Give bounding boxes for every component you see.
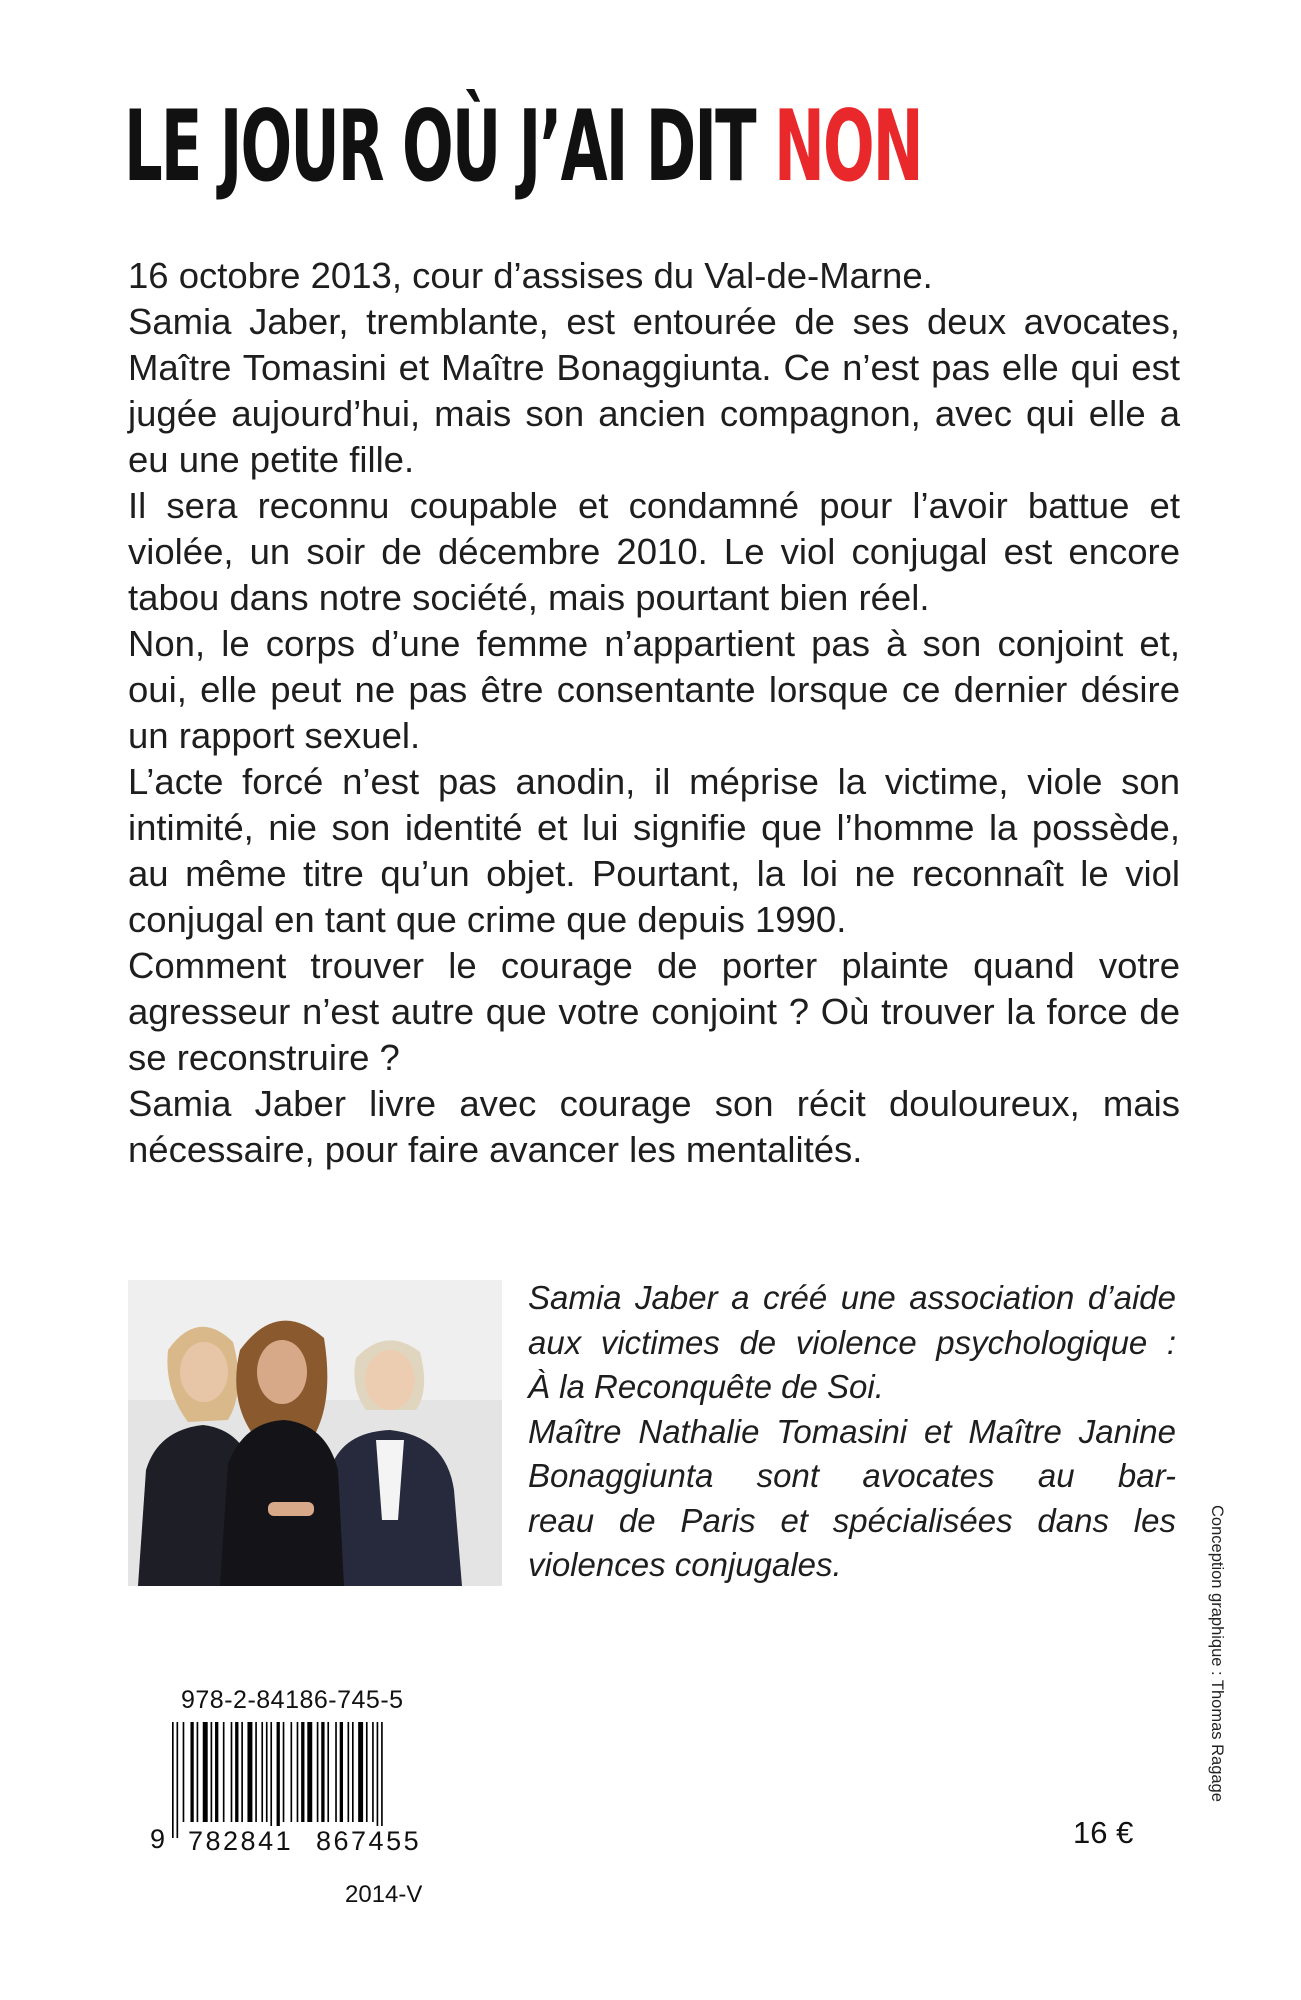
synopsis-line: tabou dans notre société, mais pourtant bien réel. (128, 577, 930, 618)
barcode-bar (177, 1722, 179, 1838)
synopsis-line: Samia Jaber, tremblante, est entourée de ses deux avocates, (128, 301, 1180, 342)
synopsis-line: au même titre qu’un objet. Pourtant, la loi ne reconnaît le viol (128, 853, 1180, 894)
authors-bio (528, 1276, 1176, 1588)
book-title (124, 90, 922, 204)
bio-line: reau de Paris et spécialisées dans les (528, 1501, 1176, 1539)
barcode-bar (183, 1722, 185, 1822)
bio-line: Samia Jaber a créé une association d’aide (528, 1279, 1176, 1316)
barcode-bar (317, 1722, 319, 1822)
synopsis-line: nécessaire, pour faire avancer les mentalités. (128, 1129, 863, 1170)
synopsis-line: 16 octobre 2013, cour d’assises du Val-de-Marne. (128, 255, 933, 296)
barcode-bar (241, 1722, 243, 1822)
synopsis-line: Non, le corps d’une femme n’appartient pas à son conjoint et, (128, 623, 1180, 664)
barcode-bar (172, 1722, 174, 1838)
synopsis-text (128, 253, 1180, 1173)
barcode-bar (297, 1722, 299, 1822)
barcode-bar (352, 1722, 354, 1822)
barcode-bar (340, 1722, 343, 1822)
barcode-first-digit: 9 (150, 1824, 166, 1854)
title-accent-word: NON (773, 90, 922, 204)
synopsis-line: jugée aujourd’hui, mais son ancien compagnon, avec qui elle a (128, 393, 1180, 434)
synopsis-line: conjugal en tant que crime que depuis 1990. (128, 899, 847, 940)
barcode-bar (255, 1722, 257, 1822)
design-credit: Conception graphique : Thomas Ragage (1208, 1505, 1226, 1802)
bio-line: violences conjugales. (528, 1546, 842, 1583)
barcode-bar (291, 1722, 293, 1822)
bio-line: Bonaggiunta sont avocates au bar- (528, 1457, 1176, 1494)
synopsis-line: intimité, nie son identité et lui signifie que l’homme la possède, (128, 807, 1180, 848)
edition-code: 2014-V (345, 1881, 423, 1908)
author-photo (128, 1280, 502, 1586)
barcode-bar (277, 1722, 280, 1838)
barcode-bar (381, 1722, 383, 1838)
synopsis-line: se reconstruire ? (128, 1037, 400, 1078)
synopsis-line: Il sera reconnu coupable et condamné pour l’avoir battue et (128, 485, 1180, 526)
bio-line: aux victimes de violence psychologique : (528, 1323, 1176, 1361)
barcode-bar (321, 1722, 324, 1822)
price-label: 16 € (1073, 1815, 1134, 1850)
bio-line: Maître Nathalie Tomasini et Maître Janine (528, 1412, 1176, 1450)
barcode-bar (211, 1722, 213, 1822)
synopsis-line: oui, elle peut ne pas être consentante lorsque ce dernier désire (128, 669, 1180, 710)
barcode-bar (247, 1722, 252, 1822)
barcode-bar (348, 1722, 350, 1822)
barcode-bar (231, 1722, 233, 1822)
isbn-barcode (170, 1722, 434, 1838)
barcode-bar (215, 1722, 218, 1822)
barcode-bar (203, 1722, 208, 1822)
barcode-bar (358, 1722, 363, 1822)
barcode-bar (190, 1722, 193, 1822)
barcode-bar (197, 1722, 199, 1822)
barcode-bar (372, 1722, 374, 1822)
synopsis-line: Samia Jaber livre avec courage son récit douloureux, mais (128, 1083, 1180, 1124)
barcode-bar (266, 1722, 268, 1822)
barcode-left-digits: 782841 (188, 1826, 294, 1856)
barcode-bar (377, 1722, 379, 1838)
synopsis-line: L’acte forcé n’est pas anodin, il méprise la victime, viole son (128, 761, 1180, 802)
barcode-bar (223, 1722, 225, 1822)
barcode-bar (307, 1722, 312, 1822)
synopsis-line: un rapport sexuel. (128, 715, 421, 756)
barcode-bar (283, 1722, 285, 1822)
barcode-bar (270, 1722, 272, 1838)
barcode-bar (327, 1722, 329, 1822)
barcode-bar (261, 1722, 263, 1822)
barcode-bar (235, 1722, 238, 1822)
isbn-number: 978-2-84186-745-5 (181, 1686, 404, 1714)
synopsis-line: Maître Tomasini et Maître Bonaggiunta. Ce n’est pas elle qui est (128, 347, 1180, 388)
synopsis-line: eu une petite fille. (128, 439, 415, 480)
three-women-photo-illustration (128, 1280, 502, 1586)
barcode-bar (366, 1722, 368, 1822)
barcode-right-digits: 867455 (316, 1826, 422, 1856)
barcode-bar (301, 1722, 304, 1822)
barcode-bar (335, 1722, 337, 1822)
synopsis-line: violée, un soir de décembre 2010. Le viol conjugal est encore (128, 531, 1180, 572)
synopsis-line: Comment trouver le courage de porter plainte quand votre (128, 945, 1180, 986)
synopsis-line: agresseur n’est autre que votre conjoint ? Où trouver la force de (128, 991, 1180, 1032)
bio-line: À la Reconquête de Soi. (528, 1368, 884, 1405)
title-main: LE JOUR OÙ J’AI DIT (124, 90, 774, 204)
